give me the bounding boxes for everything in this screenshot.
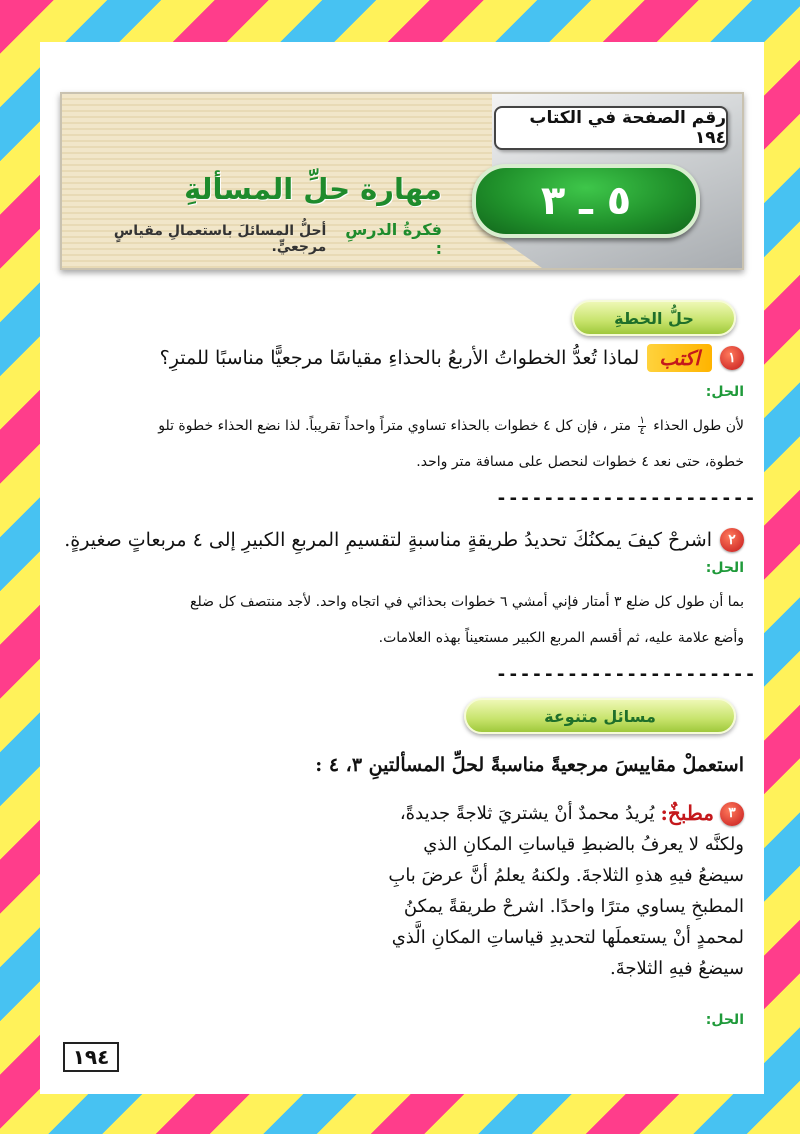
question-3-label: مطبخٌ: — [660, 801, 714, 825]
question-1-text: لماذا تُعدُّ الخطواتُ الأربعُ بالحذاءِ مقياسًا مرجعيًّا مناسبًا للمترِ؟ — [159, 347, 640, 369]
question-2-answer-line-1: بما أن طول كل ضلع ٣ أمتار فإني أمشي ٦ خطوات بحذائي في اتجاه واحد. لأجد منتصف كل ضلع — [190, 594, 744, 610]
lesson-idea-label: فكرةُ الدرسِ : — [345, 220, 442, 258]
question-3-line-1: يُريدُ محمدٌ أنْ يشتريَ ثلاجةً جديدةً، — [399, 803, 655, 824]
book-page-reference: رقم الصفحة في الكتاب ١٩٤ — [494, 106, 728, 150]
question-3-line-6: سيضعُ فيهِ الثلاجةَ. — [610, 958, 744, 979]
question-2-text: اشرحْ كيفَ يمكنُكَ تحديدُ طريقةٍ مناسبةٍ لتقسيمِ المربعِ الكبيرِ إلى ٤ مربعاتٍ صغيرةٍ. — [64, 529, 712, 551]
question-3-solution-label: الحل: — [705, 1012, 744, 1028]
write-tag: اكتب — [647, 344, 712, 372]
instruction-text: استعملْ مقاييسَ مرجعيةً مناسبةً لحلِّ المسألتينِ ٣، ٤ : — [315, 754, 744, 776]
question-1-solution-label: الحل: — [705, 384, 744, 400]
question-3-line-4: المطبخِ يساوي مترًا واحدًا. اشرحْ طريقةً يمكنُ — [403, 896, 744, 917]
lesson-number-badge: ٥ ـ ٣ — [472, 164, 700, 238]
question-2-solution-label: الحل: — [705, 560, 744, 576]
quarter-fraction: $\frac{١}{٤}$ — [639, 414, 645, 437]
separator-1: ---------------------- — [496, 488, 757, 509]
question-2-number: ٢ — [720, 528, 744, 552]
question-2 — [54, 528, 744, 552]
separator-2: ---------------------- — [496, 664, 757, 685]
lesson-header-banner — [60, 92, 744, 270]
question-1-answer-line-2: خطوة، حتى نعد ٤ خطوات لنحصل على مسافة متر واحد. — [416, 454, 744, 470]
question-1-number: ١ — [720, 346, 744, 370]
question-3-line-3: سيضعُ فيهِ هذهِ الثلاجةَ. ولكنهُ يعلمُ أنَّ عرضَ بابِ — [388, 865, 744, 886]
question-1 — [54, 344, 744, 372]
question-3 — [318, 798, 744, 984]
lesson-idea-text: أحلُّ المسائلَ باستعمالِ مقياسٍ مرجعيٍّ. — [113, 223, 327, 255]
question-2-answer — [54, 584, 744, 656]
worksheet-page — [40, 42, 764, 1094]
lesson-title: مهارة حلِّ المسألةِ — [184, 172, 442, 206]
question-1-answer-line-1: لأن طول الحذاء $\frac{١}{٤}$ متر ، فإن كل ٤ خطوات بالحذاء تساوي متراً واحداً تقريباً. لذا نضع الحذاء خطوة تلو — [158, 414, 744, 437]
question-3-number: ٣ — [720, 802, 744, 826]
misc-section-heading: مسائل متنوعة — [464, 698, 736, 734]
question-2-answer-line-2: وأضع علامة عليه، ثم أقسم المربع الكبير مستعيناً بهذه العلامات. — [378, 630, 744, 646]
question-3-first-line — [318, 798, 744, 829]
lesson-idea — [62, 220, 442, 258]
plan-section-heading: حلُّ الخطةِ — [572, 300, 736, 336]
question-3-line-5: لمحمدٍ أنْ يستعملَها لتحديدِ قياساتِ المكانِ الَّذي — [391, 927, 744, 948]
question-3-line-2: ولكنَّه لا يعرفُ بالضبطِ قياساتِ المكانِ الذي — [423, 834, 744, 855]
page-number: ١٩٤ — [63, 1042, 119, 1072]
question-1-answer — [54, 408, 744, 480]
